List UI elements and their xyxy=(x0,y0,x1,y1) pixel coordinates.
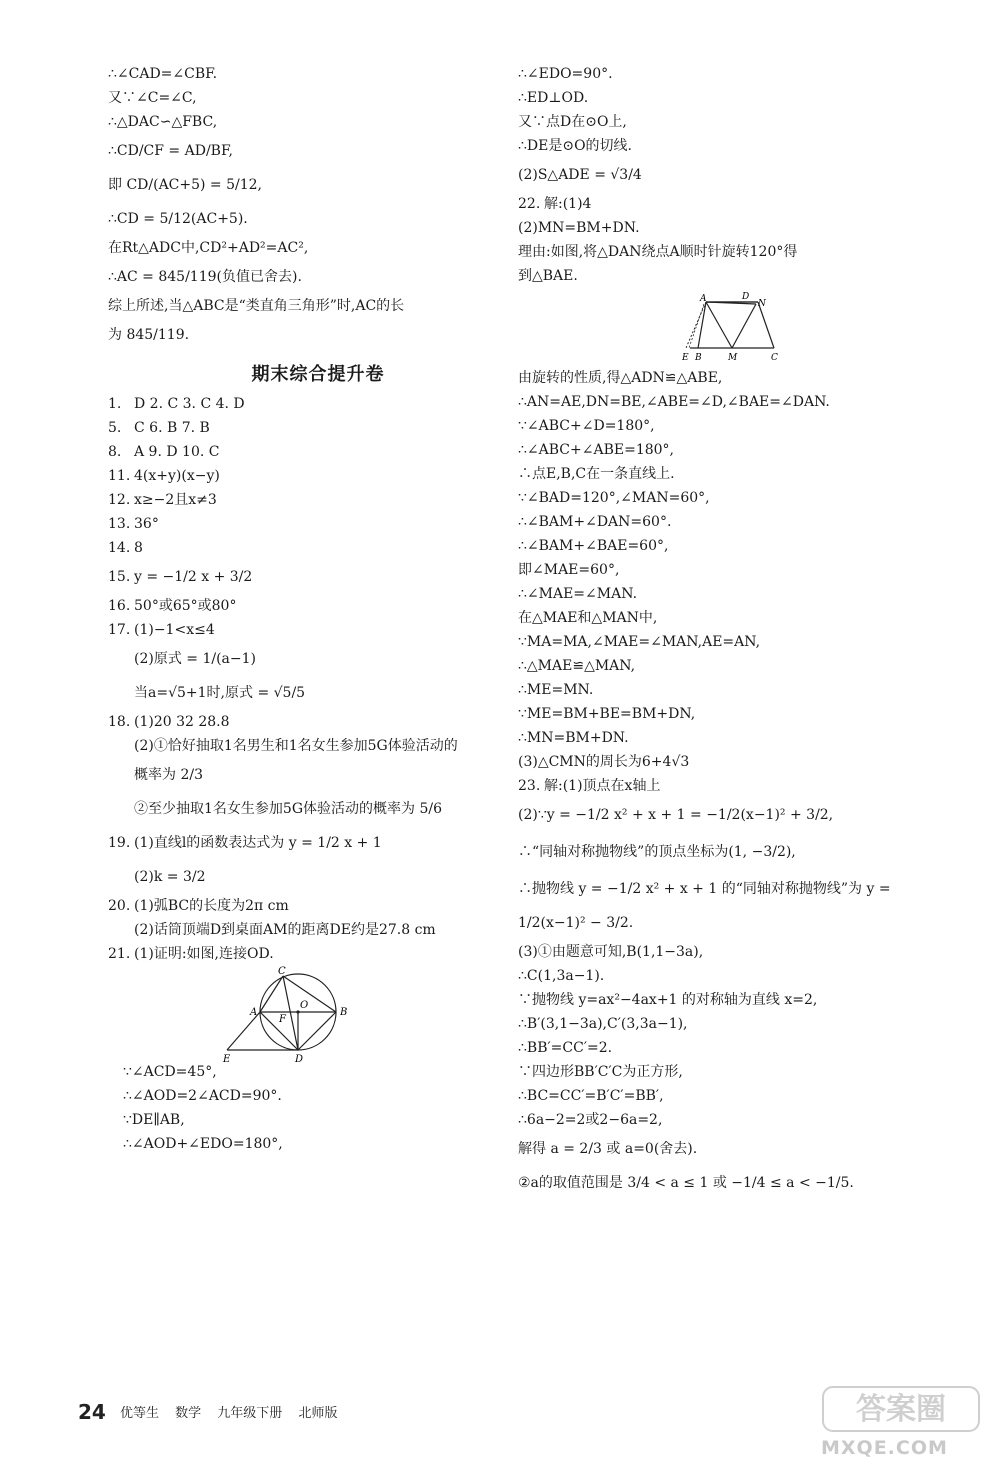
line-text: 解得 a = 2/3 或 a=0(舍去). xyxy=(518,1141,698,1157)
question-number: 17. xyxy=(108,622,131,638)
line-text: 在△MAE和△MAN中, xyxy=(518,610,658,626)
line-text: ∴DE是⊙O的切线. xyxy=(518,138,633,154)
fig21-label-f: F xyxy=(279,1014,286,1025)
text-line xyxy=(518,1012,958,1036)
line-text: 由旋转的性质,得△ADN≌△ABE, xyxy=(518,370,723,386)
page-footer xyxy=(78,1400,349,1424)
text-line xyxy=(518,414,958,438)
text-line xyxy=(518,630,958,654)
text-line xyxy=(108,168,528,202)
question-number: 12. xyxy=(108,492,131,508)
text-line xyxy=(518,1036,958,1060)
text-line xyxy=(518,988,958,1012)
line-text: ∴∠BAM+∠BAE=60°, xyxy=(518,538,669,554)
line-text: 概率为 2/3 xyxy=(134,767,203,783)
line-text: (3)△CMN的周长为6+4√3 xyxy=(518,754,690,770)
line-text: ∴点E,B,C在一条直线上. xyxy=(518,466,675,482)
text-line xyxy=(108,894,528,918)
text-line xyxy=(108,1132,528,1156)
text-line xyxy=(108,294,528,318)
text-line xyxy=(518,964,958,988)
left-lines xyxy=(108,62,528,352)
line-text: ∵DE∥AB, xyxy=(123,1112,185,1128)
line-text: ∴∠AOD+∠EDO=180°, xyxy=(123,1136,283,1152)
fig21-label-e: E xyxy=(223,1054,231,1065)
line-text: ∵∠ABC+∠D=180°, xyxy=(518,418,655,434)
text-line xyxy=(518,872,958,906)
footer-edition: 北师版 xyxy=(298,1406,338,1421)
text-line xyxy=(518,1084,958,1108)
text-line xyxy=(518,390,958,414)
question-number: 11. xyxy=(108,468,131,484)
text-line xyxy=(108,488,528,512)
line-text: (1)直线l的函数表达式为 y = 1/2 x + 1 xyxy=(134,835,382,851)
line-text: ∴△DAC∽△FBC, xyxy=(108,114,218,130)
text-line xyxy=(518,462,958,486)
line-text: 又∵∠C=∠C, xyxy=(108,90,197,106)
watermark-logo-icon xyxy=(821,1385,981,1433)
text-line xyxy=(518,798,958,832)
text-line xyxy=(518,750,958,774)
text-line xyxy=(518,110,958,134)
fig22-label-e: E xyxy=(682,353,689,363)
text-line xyxy=(108,202,528,236)
text-line xyxy=(518,726,958,750)
line-text: (2)k = 3/2 xyxy=(134,869,206,885)
text-line xyxy=(518,86,958,110)
line-text: (2)MN=BM+DN. xyxy=(518,220,640,236)
text-line xyxy=(108,110,528,134)
text-line xyxy=(108,618,528,642)
line-text: ∴“同轴对称抛物线”的顶点坐标为(1, −3/2), xyxy=(518,844,796,860)
question-number: 14. xyxy=(108,540,131,556)
right-column xyxy=(518,62,958,1200)
line-text: 又∵点D在⊙O上, xyxy=(518,114,627,130)
text-line xyxy=(108,236,528,260)
line-text: (3)①由题意可知,B(1,1−3a), xyxy=(518,944,704,960)
line-text: 当a=√5+1时,原式 = √5/5 xyxy=(134,685,306,701)
text-line xyxy=(108,734,528,758)
text-line xyxy=(518,366,958,390)
line-text: 为 845/119. xyxy=(108,327,190,343)
line-text: (2)话筒顶端D到桌面AM的距离DE约是27.8 cm xyxy=(134,922,436,938)
text-line xyxy=(518,134,958,158)
text-line xyxy=(518,158,958,192)
line-text: ∵四边形BB′C′C为正方形, xyxy=(518,1064,683,1080)
text-line xyxy=(108,758,528,792)
text-line xyxy=(108,318,528,352)
figure-21-svg xyxy=(223,966,363,1065)
line-text: 即∠MAE=60°, xyxy=(518,562,620,578)
figure-22-trapezoid xyxy=(678,290,788,364)
fig21-label-c: C xyxy=(278,966,286,977)
left-column xyxy=(108,62,528,1156)
line-text: y = −1/2 x + 3/2 xyxy=(134,569,253,585)
text-line xyxy=(518,654,958,678)
line-text: ∴CD = 5/12(AC+5). xyxy=(108,211,248,227)
text-line xyxy=(518,486,958,510)
text-line xyxy=(518,192,958,216)
line-text: 到△BAE. xyxy=(518,268,578,284)
line-text: (1)证明:如图,连接OD. xyxy=(134,946,274,962)
fig22-label-a: A xyxy=(700,294,707,304)
line-text: ∴BB′=CC′=2. xyxy=(518,1040,613,1056)
text-line xyxy=(108,134,528,168)
line-text: 4(x+y)(x−y) xyxy=(134,468,220,484)
text-line xyxy=(518,240,958,264)
line-text: 综上所述,当△ABC是“类直角三角形”时,AC的长 xyxy=(108,298,405,314)
question-number: 22. xyxy=(518,196,541,212)
line-text: ∴抛物线 y = −1/2 x² + x + 1 的“同轴对称抛物线”为 y = xyxy=(518,881,891,897)
line-text: ∴∠MAE=∠MAN. xyxy=(518,586,638,602)
fig21-label-o: O xyxy=(300,1000,309,1011)
text-line xyxy=(108,826,528,860)
question-number: 23. xyxy=(518,778,541,794)
line-text: (2)∵y = −1/2 x² + x + 1 = −1/2(x−1)² + 3/2, xyxy=(518,807,834,823)
text-line xyxy=(108,86,528,110)
fig22-label-n: N xyxy=(758,299,766,309)
footer-grade: 九年级下册 xyxy=(217,1406,283,1421)
fig21-label-a: A xyxy=(250,1007,258,1018)
line-text: ∵∠ACD=45°, xyxy=(123,1064,217,1080)
line-text: ∵ME=BM+BE=BM+DN, xyxy=(518,706,696,722)
line-text: ∴∠ABC+∠ABE=180°, xyxy=(518,442,674,458)
line-text: 8 xyxy=(134,540,143,556)
text-line xyxy=(518,534,958,558)
line-text: ∴AN=AE,DN=BE,∠ABE=∠D,∠BAE=∠DAN. xyxy=(518,394,830,410)
text-line xyxy=(108,1108,528,1132)
section-title: 期末综合提升卷 xyxy=(251,364,385,385)
text-line xyxy=(518,62,958,86)
line-text: x≥−2且x≠3 xyxy=(134,492,217,508)
line-text: C 6. B 7. B xyxy=(134,420,210,436)
line-text: ∴ME=MN. xyxy=(518,682,594,698)
text-line xyxy=(108,676,528,710)
figure-21-circle xyxy=(223,966,363,1065)
line-text: ∴∠BAM+∠DAN=60°. xyxy=(518,514,672,530)
text-line xyxy=(108,392,528,416)
line-text: ∴ED⊥OD. xyxy=(518,90,589,106)
text-line xyxy=(518,702,958,726)
question-number: 13. xyxy=(108,516,131,532)
right-mid-lines xyxy=(518,366,958,1200)
question-number: 21. xyxy=(108,946,131,962)
line-text: ∴MN=BM+DN. xyxy=(518,730,629,746)
watermark-site: MXQE.COM xyxy=(821,1437,948,1459)
text-line xyxy=(518,558,958,582)
text-line xyxy=(518,940,958,964)
fig21-label-d: D xyxy=(295,1054,304,1065)
line-text: (2)①恰好抽取1名男生和1名女生参加5G体验活动的 xyxy=(134,738,458,754)
text-line xyxy=(518,774,958,798)
text-line xyxy=(108,942,528,966)
question-number: 5. xyxy=(108,420,122,436)
line-text: ∵∠BAD=120°,∠MAN=60°, xyxy=(518,490,710,506)
line-text: ∴∠AOD=2∠ACD=90°. xyxy=(123,1088,282,1104)
question-number: 16. xyxy=(108,598,131,614)
footer-brand: 优等生 xyxy=(119,1406,159,1421)
text-line xyxy=(108,792,528,826)
right-top-lines xyxy=(518,62,958,288)
text-line xyxy=(108,440,528,464)
after-figure-21-lines xyxy=(108,1060,528,1156)
line-text: ∴C(1,3a−1). xyxy=(518,968,605,984)
page-number: 24 xyxy=(78,1400,106,1424)
line-text: 即 CD/(AC+5) = 5/12, xyxy=(108,177,263,193)
question-number: 8. xyxy=(108,444,122,460)
line-text: (2)原式 = 1/(a−1) xyxy=(134,651,256,667)
line-text: ②至少抽取1名女生参加5G体验活动的概率为 5/6 xyxy=(134,801,442,817)
line-text: (1)20 32 28.8 xyxy=(134,714,230,730)
text-line xyxy=(518,1108,958,1132)
text-line xyxy=(108,560,528,594)
line-text: 解:(1)顶点在x轴上 xyxy=(544,778,661,794)
question-number: 20. xyxy=(108,898,131,914)
text-line xyxy=(108,62,528,86)
line-text: ∴6a−2=2或2−6a=2, xyxy=(518,1112,663,1128)
footer-subject: 数学 xyxy=(175,1406,202,1421)
line-text: ∴BC=CC′=B′C′=BB′, xyxy=(518,1088,664,1104)
line-text: 解:(1)4 xyxy=(544,196,592,212)
fig22-label-d: D xyxy=(742,292,750,302)
line-text: (2)S△ADE = √3/4 xyxy=(518,167,642,183)
text-line xyxy=(518,1060,958,1084)
line-text: ∴B′(3,1−3a),C′(3,3a−1), xyxy=(518,1016,688,1032)
watermark xyxy=(815,1385,990,1465)
fig22-label-c: C xyxy=(771,353,778,363)
line-text: ∴∠EDO=90°. xyxy=(518,66,613,82)
line-text: (1)弧BC的长度为2π cm xyxy=(134,898,289,914)
question-number: 1. xyxy=(108,396,122,412)
line-text: ∵抛物线 y=ax²−4ax+1 的对称轴为直线 x=2, xyxy=(518,992,818,1008)
text-line xyxy=(518,1132,958,1166)
question-number: 18. xyxy=(108,714,131,730)
text-line xyxy=(108,1060,528,1084)
line-text: 在Rt△ADC中,CD²+AD²=AC², xyxy=(108,240,309,256)
text-line xyxy=(108,260,528,294)
figure-22-svg xyxy=(678,290,788,364)
line-text: ∴∠CAD=∠CBF. xyxy=(108,66,218,82)
text-line xyxy=(108,918,528,942)
text-line xyxy=(108,594,528,618)
answer-lines xyxy=(108,392,528,966)
line-text: 1/2(x−1)² − 3/2. xyxy=(518,915,634,931)
text-line xyxy=(518,216,958,240)
line-text: (1)−1<x≤4 xyxy=(134,622,215,638)
line-text: ∴AC = 845/119(负值已舍去). xyxy=(108,269,302,285)
line-text: 36° xyxy=(134,516,159,532)
text-line xyxy=(108,416,528,440)
line-text: ∴CD/CF = AD/BF, xyxy=(108,143,233,159)
text-line xyxy=(518,438,958,462)
text-line xyxy=(518,606,958,630)
watermark-logo-text: 答案圈 xyxy=(856,1392,946,1427)
question-number: 15. xyxy=(108,569,131,585)
text-line xyxy=(518,832,958,872)
text-line xyxy=(518,264,958,288)
text-line xyxy=(108,642,528,676)
text-line xyxy=(108,512,528,536)
line-text: ∵MA=MA,∠MAE=∠MAN,AE=AN, xyxy=(518,634,761,650)
line-text: 理由:如图,将△DAN绕点A顺时针旋转120°得 xyxy=(518,244,798,260)
text-line xyxy=(108,536,528,560)
question-number: 19. xyxy=(108,835,131,851)
line-text: 50°或65°或80° xyxy=(134,598,237,614)
line-text: A 9. D 10. C xyxy=(134,444,220,460)
text-line xyxy=(518,678,958,702)
text-line xyxy=(108,860,528,894)
text-line xyxy=(518,1166,958,1200)
fig22-label-m: M xyxy=(728,353,738,363)
text-line xyxy=(518,906,958,940)
fig22-label-b: B xyxy=(695,353,702,363)
line-text: ∴△MAE≌△MAN, xyxy=(518,658,636,674)
text-line xyxy=(108,1084,528,1108)
text-line xyxy=(108,710,528,734)
text-line xyxy=(518,582,958,606)
fig21-label-b: B xyxy=(340,1007,348,1018)
line-text: ②a的取值范围是 3/4 < a ≤ 1 或 −1/4 ≤ a < −1/5. xyxy=(518,1175,854,1191)
text-line xyxy=(518,510,958,534)
text-line xyxy=(108,464,528,488)
line-text: D 2. C 3. C 4. D xyxy=(134,396,245,412)
